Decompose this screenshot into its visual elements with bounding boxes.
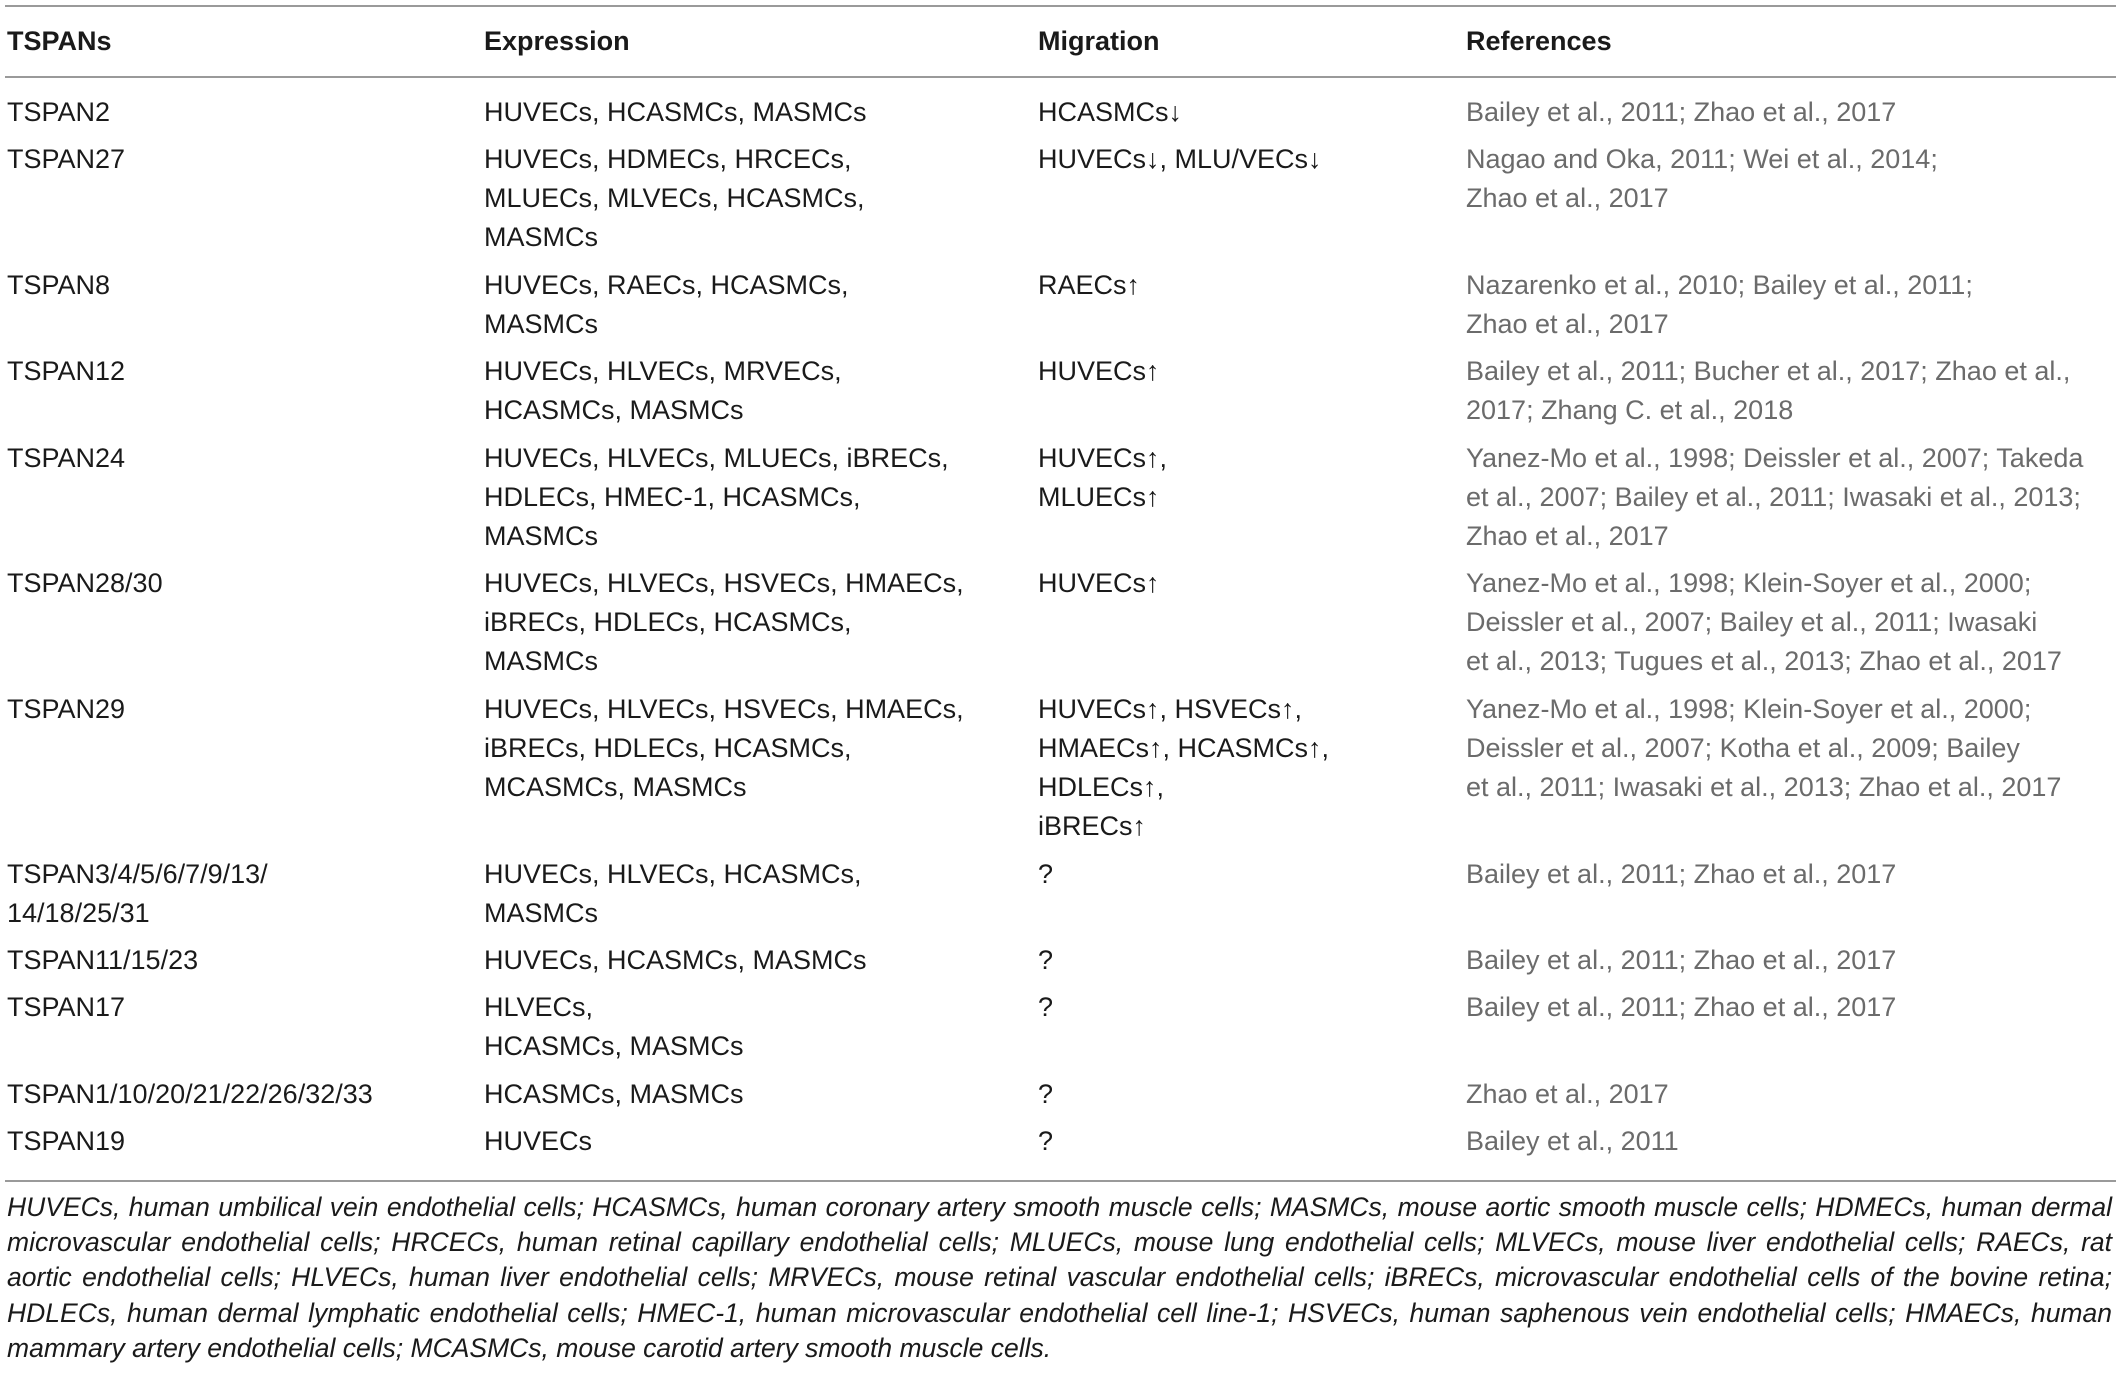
cell-line: HUVECs↑, HSVECs↑, [1038,693,1303,724]
cell-line: HUVECs, HLVECs, MLUECs, iBRECs, [484,442,949,473]
cell-line: Zhao et al., 2017 [1466,1078,1669,1109]
cell-line: HMAECs↑, HCASMCs↑, [1038,732,1330,763]
cell-line: Zhao et al., 2017 [1466,183,1669,214]
tspan-cell [7,941,198,980]
table-top-rule [5,5,2116,7]
cell-line: TSPAN11/15/23 [7,944,199,975]
cell-line: TSPAN19 [7,1125,126,1156]
cell-line: MASMCs [484,520,598,551]
cell-line: iBRECs, HDLECs, HCASMCs, [484,732,852,763]
cell-line: Deissler et al., 2007; Bailey et al., 2011; Iwasaki [1466,607,2038,638]
references-cell [1466,988,1896,1027]
cell-line: HCASMCs, MASMCs [484,1078,744,1109]
cell-line: ? [1038,1125,1054,1156]
cell-line: HUVECs, HLVECs, HCASMCs, [484,858,862,889]
expression-cell [484,564,964,681]
cell-line: TSPAN28/30 [7,568,163,599]
cell-line: Deissler et al., 2007; Kotha et al., 2009; Bailey [1466,732,2020,763]
expression-cell [484,941,867,980]
migration-cell [1038,690,1329,846]
cell-line: ? [1038,1078,1054,1109]
cell-line: Yanez-Mo et al., 1998; Klein-Soyer et al., 2000; [1466,568,2032,599]
cell-line: Bailey et al., 2011; Zhao et al., 2017 [1466,944,1897,975]
table-body [0,93,2121,1169]
table-row [0,266,2121,352]
table-row [0,988,2121,1074]
cell-line: HUVECs↓, MLU/VECs↓ [1038,144,1322,175]
cell-line: Zhao et al., 2017 [1466,308,1669,339]
cell-line: et al., 2007; Bailey et al., 2011; Iwasaki et al., 2013; [1466,481,2081,512]
cell-line: MASMCs [484,222,598,253]
header-tspans: TSPANs [7,26,112,56]
cell-line: MASMCs [484,897,598,928]
table-row [0,439,2121,565]
cell-line: ? [1038,944,1054,975]
references-cell [1466,690,2061,807]
cell-line: Zhao et al., 2017 [1466,520,1669,551]
tspan-cell [7,266,110,305]
expression-cell [484,1122,592,1161]
cell-line: HUVECs, RAECs, HCASMCs, [484,269,849,300]
expression-cell [484,690,964,807]
references-cell [1466,564,2062,681]
cell-line: HCASMCs, MASMCs [484,1031,744,1062]
cell-line: ? [1038,858,1054,889]
table-row [0,1075,2121,1122]
cell-line: Bailey et al., 2011; Bucher et al., 2017; Zhao et al., [1466,356,2071,387]
cell-line: HUVECs, HCASMCs, MASMCs [484,944,867,975]
expression-cell [484,988,744,1066]
header-references: References [1466,26,1612,56]
cell-line: HCASMCs↓ [1038,97,1183,127]
cell-line: 2017; Zhang C. et al., 2018 [1466,395,1794,426]
tspan-cell [7,690,125,729]
cell-line: HUVECs, HCASMCs, MASMCs [484,97,867,127]
cell-line: HUVECs [484,1125,593,1156]
migration-cell [1038,941,1053,980]
table-footnote: HUVECs, human umbilical vein endothelial cells; HCASMCs, human coronary artery smooth muscle cells; MASMCs, mouse aortic smooth muscle cells; HDMECs, human dermal microvascular endothelial cells; HRCECs, human retinal capillary endothelial cells; MLUECs, mouse lung endothelial cells; MLVECs, mouse liver endothelial cells; RAECs, rat aortic endothelial cells; HLVECs, human liver endothelial cells; MRVECs, mouse retinal vascular endothelial cells; iBRECs, microvascular endothelial cells of the bovine retina; HDLECs, human dermal lymphatic endothelial cells; HMEC-1, human microvascular endothelial cell line-1; HSVECs, human saphenous vein endothelial cells; HMAECs, human mammary artery endothelial cells; MCASMCs, mouse carotid artery smooth muscle cells. [7,1192,2112,1363]
cell-line: TSPAN3/4/5/6/7/9/13/ [7,858,268,889]
table-row [0,352,2121,438]
header-expression: Expression [484,26,630,56]
cell-line: TSPAN29 [7,693,126,724]
cell-line: TSPAN12 [7,356,126,387]
migration-cell [1038,1122,1053,1161]
cell-line: Bailey et al., 2011; Zhao et al., 2017 [1466,858,1897,889]
table-row [0,564,2121,690]
migration-cell [1038,352,1160,391]
tspan-cell [7,988,125,1027]
expression-cell [484,855,862,933]
tspan-cell [7,439,125,478]
tspan-cell [7,1075,373,1114]
expression-cell [484,140,865,257]
references-cell [1466,1075,1669,1114]
cell-line: Yanez-Mo et al., 1998; Deissler et al., 2007; Takeda [1466,442,2084,473]
cell-line: MCASMCs, MASMCs [484,771,747,802]
table-row [0,941,2121,988]
cell-line: ? [1038,992,1054,1023]
cell-line: HLVECs, [484,992,594,1023]
cell-line: Bailey et al., 2011 [1466,1125,1679,1156]
tspan-cell [7,1122,125,1161]
migration-cell [1038,988,1053,1027]
references-cell [1466,93,1896,132]
cell-line: MASMCs [484,646,598,677]
migration-cell [1038,855,1053,894]
table-row [0,855,2121,941]
cell-line: HUVECs↑ [1038,568,1160,599]
cell-line: Nazarenko et al., 2010; Bailey et al., 2011; [1466,269,1973,300]
cell-line: Yanez-Mo et al., 1998; Klein-Soyer et al., 2000; [1466,693,2032,724]
cell-line: TSPAN2 [7,97,111,127]
expression-cell [484,266,849,344]
references-cell [1466,266,1973,344]
cell-line: MASMCs [484,308,598,339]
header-rule [5,76,2116,78]
cell-line: HUVECs↑ [1038,356,1160,387]
tspan-cell [7,140,125,179]
migration-cell [1038,266,1140,305]
references-cell [1466,1122,1679,1161]
references-cell [1466,140,1938,218]
cell-line: MLUECs↑ [1038,481,1160,512]
cell-line: HDLECs↑, [1038,771,1165,802]
cell-line: et al., 2013; Tugues et al., 2013; Zhao et al., 2017 [1466,646,2062,677]
cell-line: Nagao and Oka, 2011; Wei et al., 2014; [1466,144,1938,175]
references-cell [1466,439,2083,556]
migration-cell [1038,140,1322,179]
table-header-row [0,22,2121,62]
cell-line: TSPAN8 [7,269,111,300]
cell-line: et al., 2011; Iwasaki et al., 2013; Zhao et al., 2017 [1466,771,2062,802]
cell-line: HCASMCs, MASMCs [484,395,744,426]
cell-line: 14/18/25/31 [7,897,150,928]
migration-cell [1038,1075,1053,1114]
table-bottom-rule [5,1180,2116,1182]
cell-line: HUVECs, HDMECs, HRCECs, [484,144,852,175]
references-cell [1466,855,1896,894]
cell-line: HUVECs, HLVECs, HSVECs, HMAECs, [484,568,964,599]
tspan-cell [7,564,163,603]
cell-line: Bailey et al., 2011; Zhao et al., 2017 [1466,992,1897,1023]
tspan-cell [7,93,110,132]
cell-line: HUVECs, HLVECs, MRVECs, [484,356,842,387]
tspan-cell [7,855,268,933]
expression-cell [484,1075,744,1114]
expression-cell [484,439,949,556]
expression-cell [484,352,842,430]
table-row [0,690,2121,855]
cell-line: MLUECs, MLVECs, HCASMCs, [484,183,865,214]
references-cell [1466,941,1896,980]
migration-cell [1038,93,1182,132]
tspan-cell [7,352,125,391]
references-cell [1466,352,2070,430]
cell-line: iBRECs↑ [1038,810,1147,841]
cell-line: TSPAN24 [7,442,126,473]
expression-cell [484,93,867,132]
table-row [0,93,2121,140]
cell-line: HUVECs, HLVECs, HSVECs, HMAECs, [484,693,964,724]
cell-line: HDLECs, HMEC-1, HCASMCs, [484,481,861,512]
cell-line: HUVECs↑, [1038,442,1168,473]
cell-line: Bailey et al., 2011; Zhao et al., 2017 [1466,97,1897,127]
cell-line: TSPAN17 [7,992,126,1023]
migration-cell [1038,564,1160,603]
cell-line: iBRECs, HDLECs, HCASMCs, [484,607,852,638]
header-migration: Migration [1038,26,1160,56]
table-row [0,140,2121,266]
table-row [0,1122,2121,1169]
cell-line: TSPAN27 [7,144,126,175]
cell-line: RAECs↑ [1038,269,1141,300]
cell-line: TSPAN1/10/20/21/22/26/32/33 [7,1078,373,1109]
migration-cell [1038,439,1167,517]
